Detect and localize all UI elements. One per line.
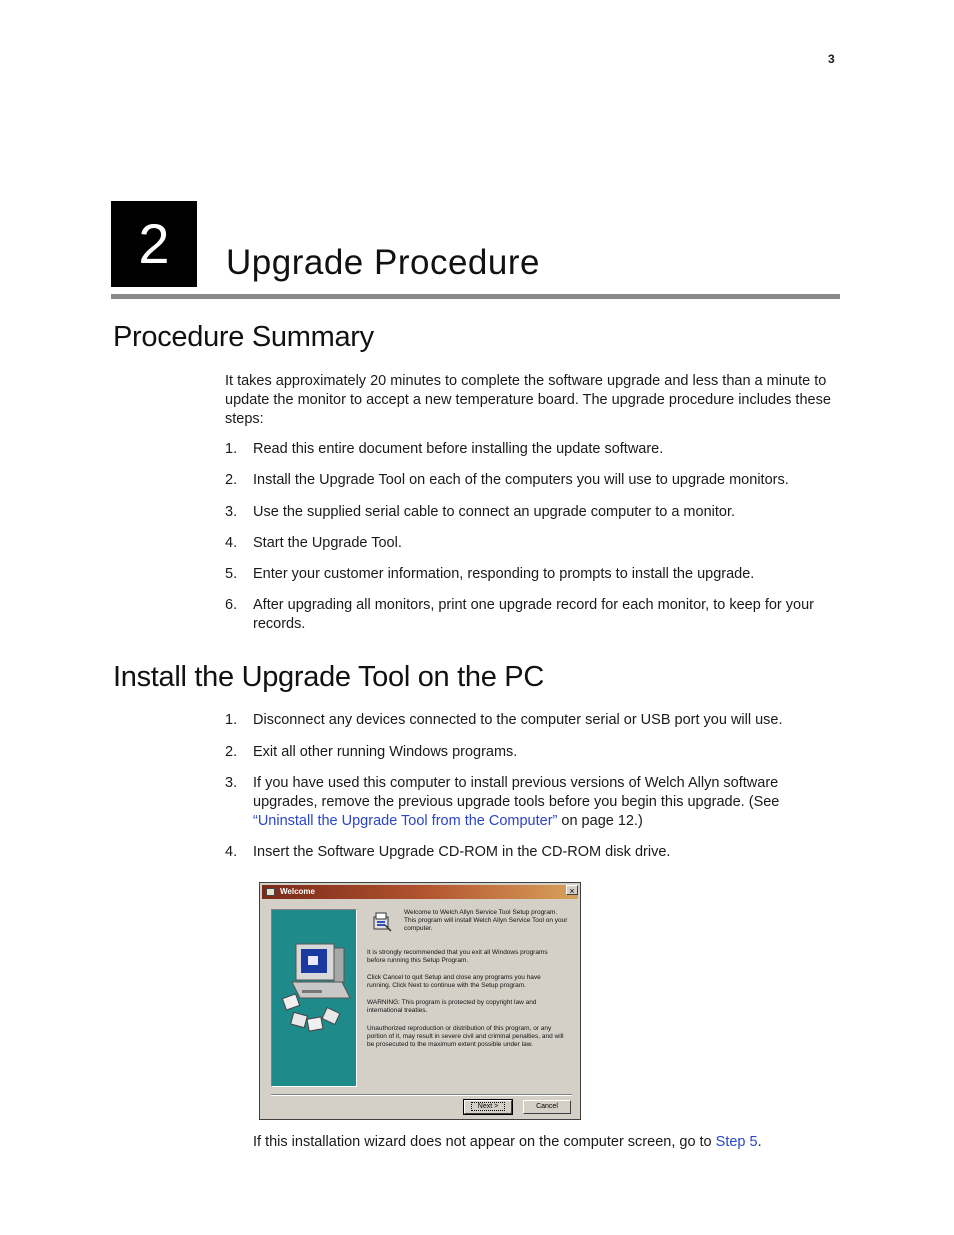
dialog-separator bbox=[271, 1094, 572, 1096]
step-text: Install the Upgrade Tool on each of the computers you will use to upgrade monitors. bbox=[253, 472, 789, 488]
chapter-rule bbox=[111, 294, 840, 299]
step-text: If you have used this computer to install previous versions of Welch Allyn software upgrades, remove the previous upgrade tools before you begin this upgrade. (See bbox=[253, 775, 780, 810]
dialog-title: Welcome bbox=[280, 887, 315, 896]
install-step-4 bbox=[225, 843, 841, 862]
step-text: Use the supplied serial cable to connect an upgrade computer to a monitor. bbox=[253, 504, 736, 520]
summary-step-4 bbox=[225, 534, 841, 553]
step-5-link[interactable]: Step 5 bbox=[715, 1134, 758, 1150]
install-step-3 bbox=[225, 774, 841, 831]
summary-step-5 bbox=[225, 565, 841, 584]
step-number: 4. bbox=[225, 535, 238, 551]
step-text: Enter your customer information, responding to prompts to install the upgrade. bbox=[253, 566, 755, 582]
setup-program-icon bbox=[371, 911, 393, 933]
next-button-label: Next > bbox=[471, 1102, 505, 1111]
step-number: 4. bbox=[225, 844, 238, 860]
setup-window-icon bbox=[266, 888, 275, 896]
next-button[interactable] bbox=[464, 1100, 512, 1114]
cancel-button[interactable]: Cancel bbox=[523, 1100, 571, 1114]
step-number: 3. bbox=[225, 504, 238, 520]
install-step-1 bbox=[225, 711, 841, 730]
summary-step-1 bbox=[225, 440, 841, 459]
uninstall-cross-reference-link[interactable]: “Uninstall the Upgrade Tool from the Computer” bbox=[253, 813, 558, 829]
step-number: 2. bbox=[225, 744, 238, 760]
step-text-wrapper bbox=[253, 774, 841, 831]
section-heading-procedure-summary: Procedure Summary bbox=[113, 321, 374, 353]
step-text: Read this entire document before installing the update software. bbox=[253, 441, 664, 457]
chapter-number-box: 2 bbox=[111, 201, 197, 287]
step-text: Disconnect any devices connected to the computer serial or USB port you will use. bbox=[253, 712, 783, 728]
step-number: 3. bbox=[225, 775, 238, 791]
procedure-summary-intro: It takes approximately 20 minutes to complete the software upgrade and less than a minute to update the monitor to accept a new temperature board. The upgrade procedure includes these steps: bbox=[225, 373, 831, 427]
summary-step-3 bbox=[225, 503, 841, 522]
step-text: Start the Upgrade Tool. bbox=[253, 535, 402, 551]
step-number: 1. bbox=[225, 712, 238, 728]
dialog-warning-text: WARNING: This program is protected by copyright law and international treaties. bbox=[367, 999, 537, 1015]
computer-icon bbox=[272, 910, 356, 1086]
step-number: 2. bbox=[225, 472, 238, 488]
install-step-2 bbox=[225, 743, 841, 762]
dialog-titlebar bbox=[262, 885, 578, 899]
summary-step-6 bbox=[225, 596, 841, 634]
step-text: Insert the Software Upgrade CD-ROM in the CD-ROM disk drive. bbox=[253, 844, 671, 860]
welcome-dialog-screenshot bbox=[259, 882, 581, 1120]
summary-step-2 bbox=[225, 471, 841, 490]
step-text: Exit all other running Windows programs. bbox=[253, 744, 518, 760]
dialog-welcome-text: Welcome to Welch Allyn Service Tool Setup program. This program will install Welch Allyn Service Tool on your computer. bbox=[404, 909, 568, 933]
step-number: 6. bbox=[225, 597, 238, 613]
step-text: After upgrading all monitors, print one upgrade record for each monitor, to keep for your records. bbox=[253, 597, 814, 632]
dialog-unauthorized-text: Unauthorized reproduction or distribution of this program, or any portion of it, may result in severe civil and criminal penalties, and will be prosecuted to the maximum extent possible under law. bbox=[367, 1025, 564, 1049]
close-icon[interactable]: × bbox=[566, 885, 578, 895]
section-heading-install-upgrade-tool: Install the Upgrade Tool on the PC bbox=[113, 661, 544, 693]
note-text: If this installation wizard does not appear on the computer screen, go to bbox=[253, 1134, 716, 1150]
dialog-exit-programs-text: It is strongly recommended that you exit all Windows programs before running this Setup Program. bbox=[367, 949, 548, 965]
step-number: 5. bbox=[225, 566, 238, 582]
step-number: 1. bbox=[225, 441, 238, 457]
setup-illustration-panel bbox=[271, 909, 357, 1087]
chapter-title: Upgrade Procedure bbox=[226, 243, 540, 282]
note-text-after: . bbox=[757, 1134, 762, 1150]
page-number: 3 bbox=[828, 52, 835, 66]
dialog-cancel-next-text: Click Cancel to quit Setup and close any programs you have running. Click Next to continue with the Setup program. bbox=[367, 974, 541, 990]
installation-wizard-note bbox=[253, 1133, 841, 1152]
step-text-after: on page 12.) bbox=[557, 813, 643, 829]
